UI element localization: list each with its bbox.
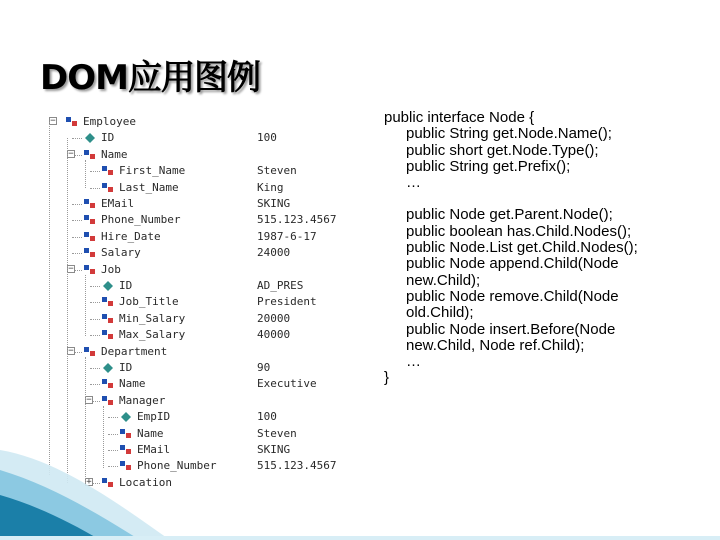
tree-guide-line bbox=[67, 138, 68, 483]
code-line: public String get.Node.Name(); bbox=[406, 125, 612, 143]
tree-node-value: Steven bbox=[257, 426, 297, 440]
code-line bbox=[384, 191, 704, 207]
decorative-wave bbox=[0, 450, 720, 540]
tree-node-value: 515.123.4567 bbox=[257, 213, 337, 227]
code-line: new.Child, Node ref.Child); bbox=[406, 336, 585, 354]
tree-node-label: First_Name bbox=[119, 164, 186, 178]
element-node-icon bbox=[102, 296, 114, 308]
tree-row[interactable] bbox=[44, 426, 356, 442]
tree-node-label: EmpID bbox=[137, 410, 171, 424]
tree-node-label: Min_Salary bbox=[119, 311, 186, 325]
attribute-diamond-icon bbox=[102, 362, 114, 374]
tree-connector bbox=[108, 434, 118, 435]
tree-row[interactable] bbox=[44, 327, 356, 343]
tree-node-label: Manager bbox=[119, 393, 166, 407]
tree-connector bbox=[90, 384, 100, 385]
slide-title: DOM应用图例 bbox=[40, 58, 260, 98]
tree-node-label: Department bbox=[101, 344, 168, 358]
tree-connector bbox=[90, 302, 100, 303]
tree-node-label: Max_Salary bbox=[119, 328, 186, 342]
tree-connector bbox=[72, 220, 82, 221]
tree-connector bbox=[90, 368, 100, 369]
tree-row[interactable] bbox=[44, 376, 356, 392]
tree-node-label: Job_Title bbox=[119, 295, 179, 309]
tree-connector bbox=[72, 253, 82, 254]
tree-node-label: EMail bbox=[101, 197, 135, 210]
element-node-icon bbox=[102, 395, 114, 407]
element-node-icon bbox=[120, 428, 132, 440]
code-line: … bbox=[406, 174, 421, 192]
tree-connector bbox=[72, 237, 82, 238]
code-line: old.Child); bbox=[406, 304, 474, 322]
element-node-icon bbox=[84, 264, 96, 276]
tree-node-value: Executive bbox=[257, 377, 317, 391]
tree-row[interactable] bbox=[44, 409, 356, 425]
tree-node-label: Phone_Number bbox=[137, 459, 217, 473]
tree-node-label: Hire_Date bbox=[101, 229, 161, 243]
tree-guide-line bbox=[85, 160, 86, 188]
tree-node-label: Employee bbox=[83, 115, 136, 128]
tree-connector bbox=[90, 319, 100, 320]
tree-node-value: President bbox=[257, 295, 317, 309]
tree-node-label: ID bbox=[119, 279, 133, 292]
tree-guide-line bbox=[49, 122, 50, 475]
tree-connector bbox=[72, 204, 82, 205]
tree-node-value: SKING bbox=[257, 197, 291, 210]
tree-row[interactable] bbox=[44, 278, 356, 294]
element-node-icon bbox=[102, 378, 114, 390]
tree-node-value: Steven bbox=[257, 164, 297, 178]
code-line: public Node get.Parent.Node(); bbox=[406, 206, 613, 224]
tree-row[interactable] bbox=[44, 229, 356, 245]
tree-node-label: Name bbox=[101, 147, 128, 161]
collapse-toggle[interactable]: − bbox=[68, 263, 74, 274]
tree-connector bbox=[108, 417, 118, 418]
tree-row[interactable] bbox=[44, 393, 356, 409]
tree-row[interactable] bbox=[44, 262, 356, 278]
tree-node-label: Phone_Number bbox=[101, 213, 181, 227]
tree-row[interactable] bbox=[44, 344, 356, 360]
tree-node-value: 100 bbox=[257, 131, 277, 145]
element-node-icon bbox=[84, 214, 96, 226]
code-line: public short get.Node.Type(); bbox=[406, 141, 599, 159]
tree-node-value: AD_PRES bbox=[257, 279, 304, 292]
tree-node-label: Name bbox=[119, 377, 146, 391]
tree-node-value: 20000 bbox=[257, 311, 291, 325]
tree-connector bbox=[90, 335, 100, 336]
tree-row[interactable] bbox=[44, 114, 356, 130]
code-line: public String get.Prefix(); bbox=[406, 157, 571, 175]
code-line: public Node append.Child(Node bbox=[406, 255, 619, 273]
element-node-icon bbox=[66, 116, 78, 128]
tree-node-label: ID bbox=[119, 361, 133, 374]
tree-node-label: Job bbox=[101, 262, 121, 276]
code-line: } bbox=[384, 369, 390, 387]
code-line: public boolean has.Child.Nodes(); bbox=[406, 222, 632, 240]
tree-row[interactable] bbox=[44, 130, 356, 146]
tree-row[interactable] bbox=[44, 311, 356, 327]
tree-node-value: 515.123.4567 bbox=[257, 459, 337, 473]
tree-node-label: Location bbox=[119, 475, 172, 489]
tree-node-value: SKING bbox=[257, 443, 291, 456]
tree-row[interactable] bbox=[44, 294, 356, 310]
tree-node-value: 100 bbox=[257, 410, 277, 424]
code-line: … bbox=[406, 353, 421, 371]
tree-node-value: 40000 bbox=[257, 328, 291, 342]
code-line: public Node remove.Child(Node bbox=[406, 287, 619, 305]
tree-node-value: 90 bbox=[257, 361, 271, 374]
element-node-icon bbox=[84, 231, 96, 243]
element-node-icon bbox=[84, 149, 96, 161]
tree-node-label: EMail bbox=[137, 443, 171, 456]
expand-toggle[interactable]: + bbox=[86, 476, 92, 487]
tree-connector bbox=[90, 188, 100, 189]
collapse-toggle[interactable]: − bbox=[68, 345, 74, 356]
element-node-icon bbox=[84, 346, 96, 358]
tree-node-value: 1987-6-17 bbox=[257, 229, 317, 243]
collapse-toggle[interactable]: − bbox=[50, 116, 56, 126]
tree-connector bbox=[72, 138, 82, 139]
tree-row[interactable] bbox=[44, 212, 356, 228]
tree-node-label: ID bbox=[101, 131, 115, 145]
tree-row[interactable] bbox=[44, 245, 356, 261]
tree-row[interactable] bbox=[44, 360, 356, 376]
tree-connector bbox=[90, 286, 100, 287]
element-node-icon bbox=[102, 313, 114, 325]
code-line: public interface Node { bbox=[384, 109, 535, 126]
tree-row[interactable] bbox=[44, 180, 356, 196]
element-node-icon bbox=[102, 182, 114, 194]
tree-row[interactable] bbox=[44, 147, 356, 163]
element-node-icon bbox=[84, 247, 96, 259]
collapse-toggle[interactable]: − bbox=[86, 394, 92, 405]
tree-connector bbox=[90, 171, 100, 172]
element-node-icon bbox=[102, 165, 114, 177]
tree-node-label: Name bbox=[137, 426, 164, 440]
attribute-diamond-icon bbox=[102, 280, 114, 292]
wave-strip bbox=[0, 536, 720, 540]
element-node-icon bbox=[102, 329, 114, 341]
attribute-diamond-icon bbox=[120, 411, 132, 423]
code-line: public Node.List get.Child.Nodes(); bbox=[406, 239, 638, 257]
dom-tree-view bbox=[44, 108, 356, 496]
tree-row[interactable] bbox=[44, 163, 356, 179]
tree-row[interactable] bbox=[44, 196, 356, 212]
attribute-diamond-icon bbox=[84, 132, 96, 144]
code-line: new.Child); bbox=[406, 271, 481, 289]
element-node-icon bbox=[84, 198, 96, 210]
tree-node-value: King bbox=[257, 180, 284, 194]
tree-node-value: 24000 bbox=[257, 246, 291, 260]
collapse-toggle[interactable]: − bbox=[68, 148, 74, 159]
code-line: public Node insert.Before(Node bbox=[406, 320, 616, 338]
node-interface-code bbox=[384, 110, 704, 387]
tree-node-label: Last_Name bbox=[119, 180, 179, 194]
tree-node-label: Salary bbox=[101, 246, 141, 260]
tree-guide-line bbox=[85, 275, 86, 336]
